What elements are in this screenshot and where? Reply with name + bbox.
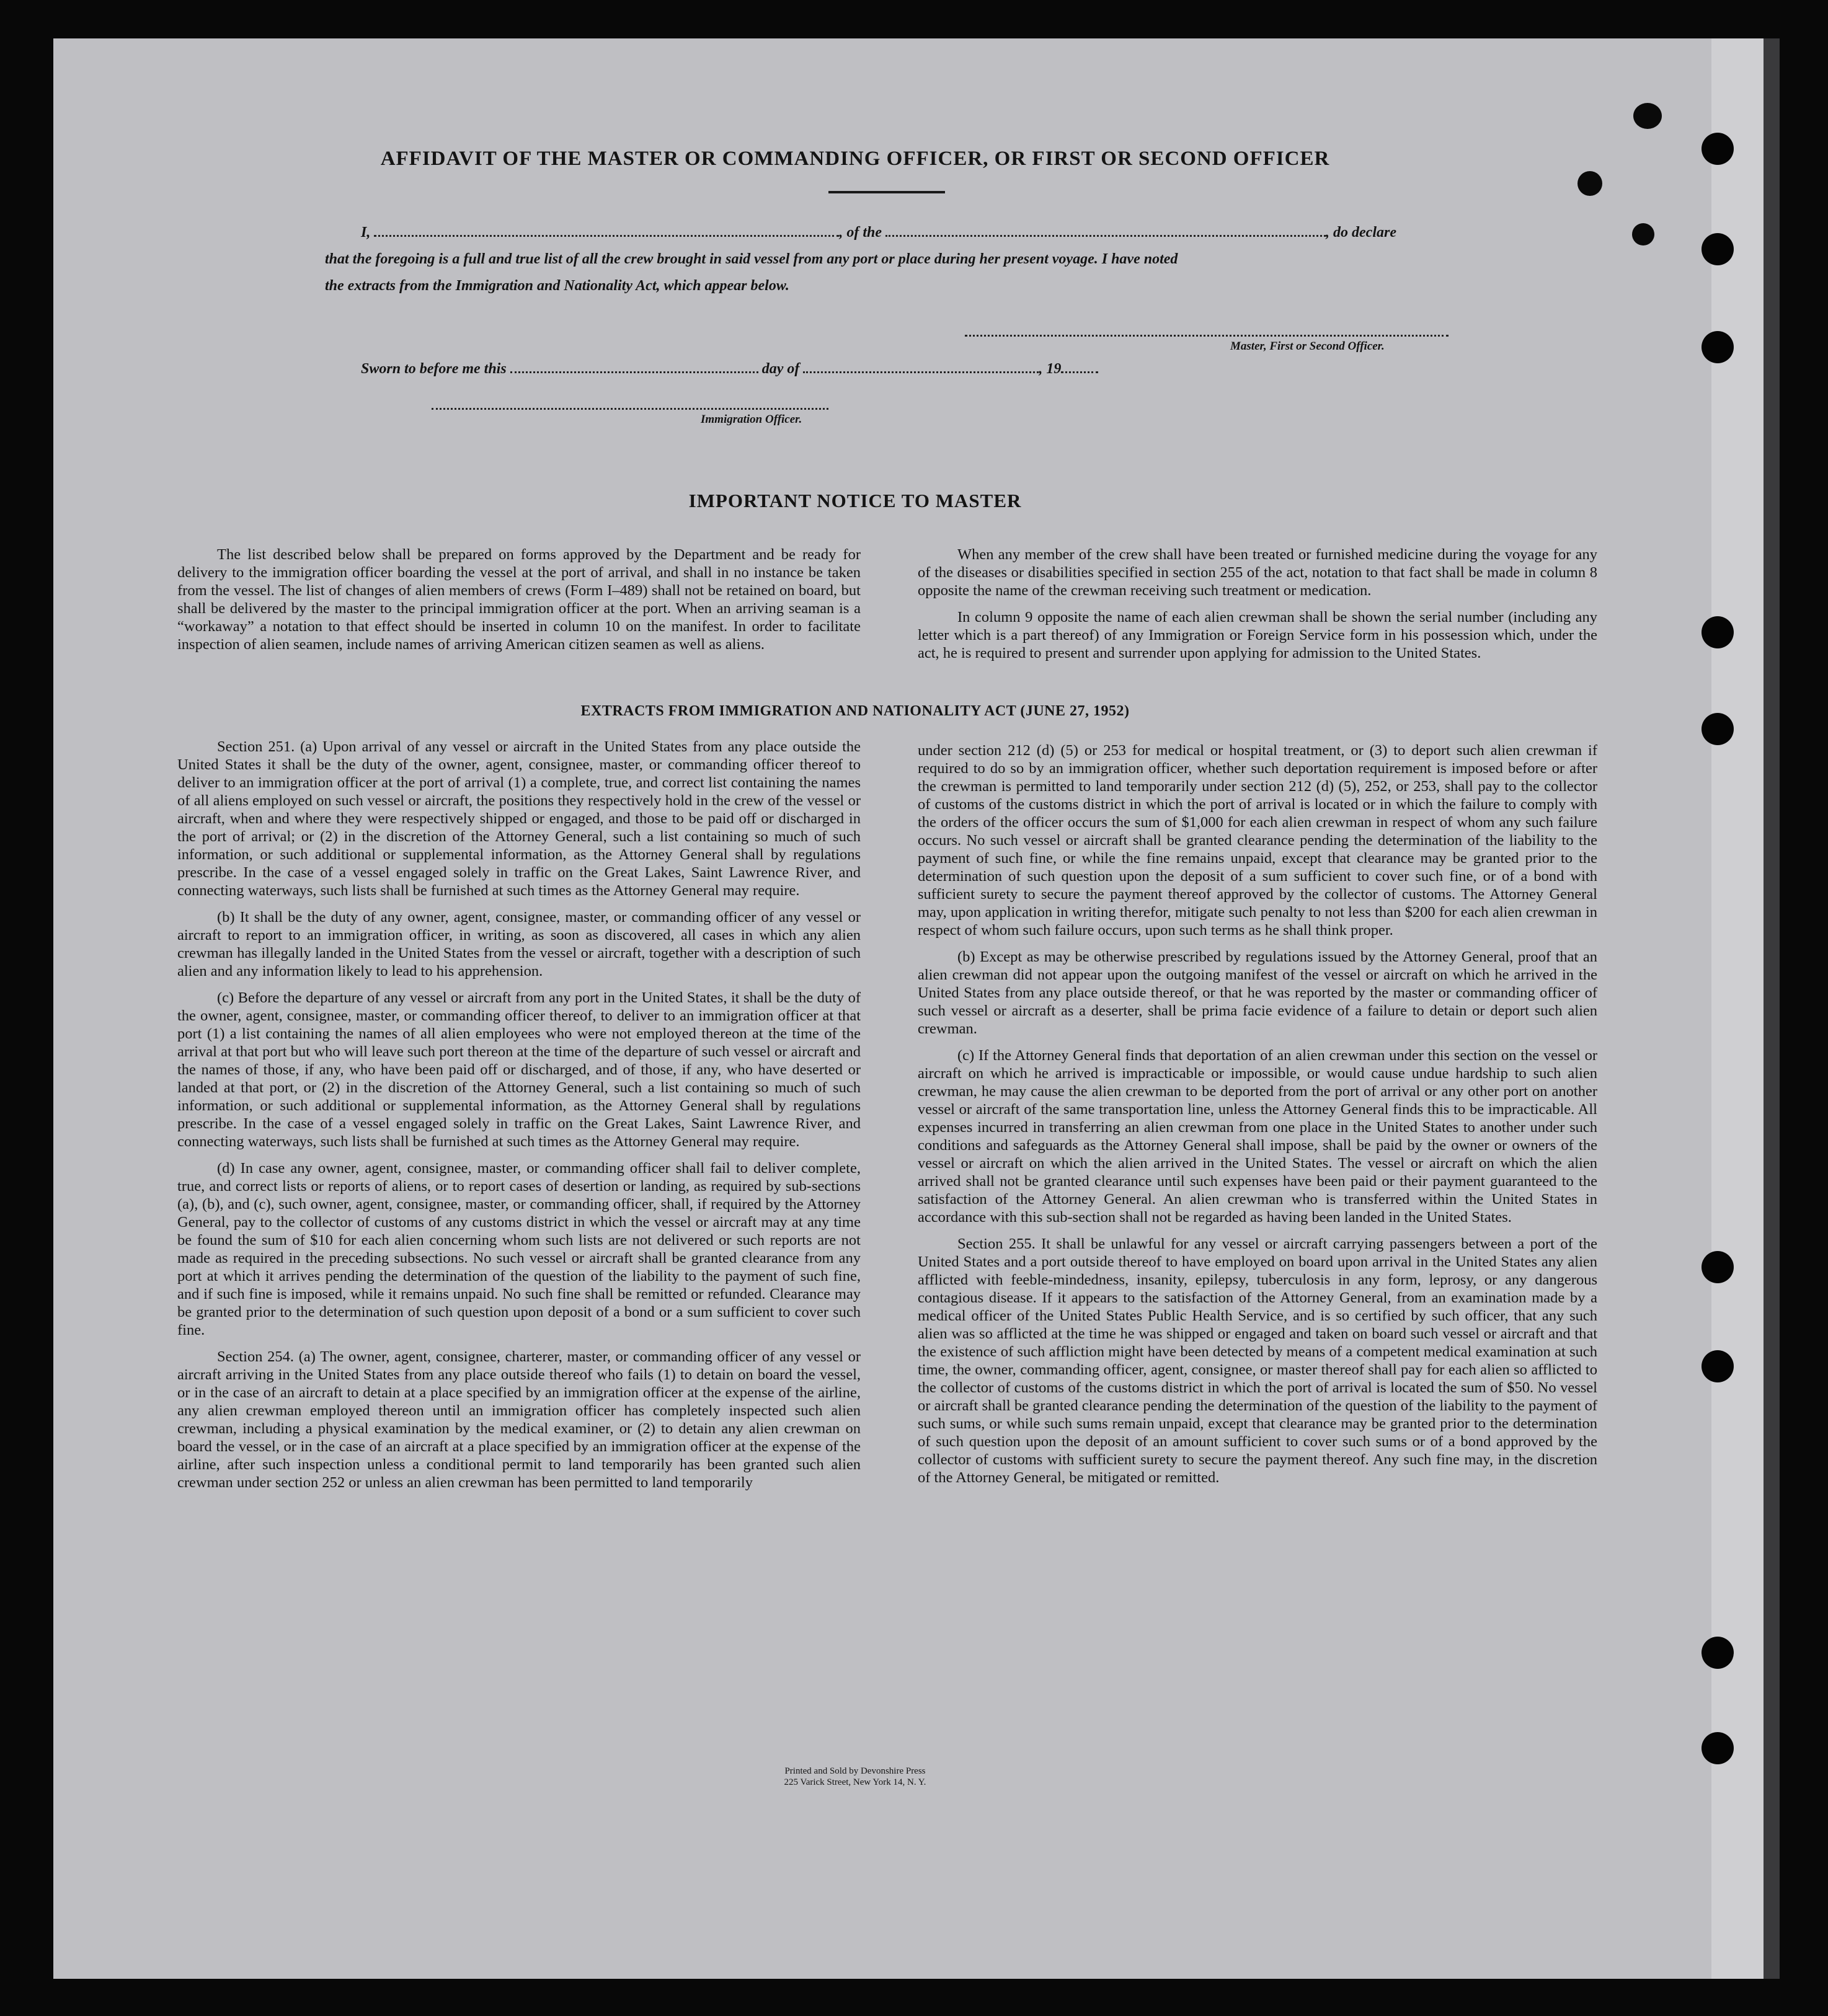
sworn-label: Sworn to before me this (361, 361, 507, 377)
binder-hole (1702, 1637, 1734, 1669)
sworn-row (361, 361, 1229, 378)
binder-hole (1702, 233, 1734, 265)
printer-imprint (0, 1766, 1710, 1788)
extract-paragraph: (b) It shall be the duty of any owner, agent, consignee, master, or commanding officer of any vessel or aircraft to report to an immigration officer, in writing, as soon as discovered, all cases in which any alien crewman has illegally landed in the United States from the vessel or aircraft, together with a description of such alien and any information likely to lead to his apprehension. (177, 909, 861, 979)
notice-right-paragraph: In column 9 opposite the name of each alien crewman shall be shown the serial number (including any letter which is a part thereof) of any Immigration or Foreign Service form in his possession which, under the act, he is required to present and surrender upon applying for admission to the United States. (918, 609, 1597, 661)
imprint-line-2: 225 Varick Street, New York 14, N. Y. (784, 1777, 926, 1787)
extract-paragraph: Section 254. (a) The owner, agent, consignee, charterer, master, or commanding officer of any vessel or aircraft arriving in the United States from any place outside thereof who fails (1) to detain on board the vessel, or in the case of an aircraft to detain at a place specified by an immigration officer at the expense of the airline, any alien crewman employed thereon until an immigration officer has completely inspected such alien crewman, including a physical examination by the medical examiner, or (2) to detain any alien crewman on board the vessel, or in the case of an aircraft at a place specified by an immigration officer at the expense of the airline, after such inspection unless a conditional permit to land temporarily has been granted such alien crewman under section 252 or unless an alien crewman has been permitted to land temporarily (177, 1348, 861, 1491)
officer-signature-line[interactable] (432, 408, 828, 410)
binder-hole (1702, 1732, 1734, 1764)
of-the-label: , of the (839, 224, 882, 241)
declaration-row (361, 224, 1452, 241)
binder-hole (1702, 616, 1734, 648)
extract-paragraph: (b) Except as may be otherwise prescribed by regulations issued by the Attorney General, proof that an alien crewman did not appear upon the outgoing manifest of the vessel or aircraft on which he arrived in the United States from any place outside thereof, or that he was reported by the master or commanding officer of such vessel or aircraft as a deserter, shall be prima facie evidence of a failure to detain or deport such alien crewman. (918, 948, 1597, 1037)
notice-right-column (918, 546, 1597, 671)
ink-blot (1633, 103, 1662, 129)
name-blank[interactable] (374, 225, 839, 237)
page-shadow (1711, 38, 1764, 1979)
extracts-right-column (918, 741, 1597, 1495)
officer-signature-label: Immigration Officer. (701, 413, 802, 426)
sworn-day-blank[interactable] (510, 361, 758, 373)
master-signature-line[interactable] (965, 335, 1449, 337)
binder-hole (1702, 331, 1734, 363)
affidavit-title: AFFIDAVIT OF THE MASTER OR COMMANDING OFFICER, OR FIRST OR SECOND OFFICER (380, 148, 1330, 170)
extract-paragraph: under section 212 (d) (5) or 253 for medical or hospital treatment, or (3) to deport such alien crewman if required to do so by an immigration officer, whether such deportation requirement is imposed before or after the crewman is permitted to land temporarily under section 212 (d) (5), 252, or 253, shall pay to the collector of customs of the customs district in which the port of arrival is located or in which the failure to comply with the orders of the officer occurs the sum of $1,000 for each alien crewman in respect of whom any such failure occurs. No such vessel or aircraft shall be granted clearance pending the determination of the liability to the payment of such fine, or while the fine remains unpaid, except that clearance may be granted prior to the determination of such question upon the deposit of a sum sufficient to cover such fine, or of a bond with sufficient surety to secure the payment thereof approved by the collector of customs. The Attorney General may, upon application in writing therefor, mitigate such penalty to not less than $200 for each alien crewman in respect of whom such failure occurs, upon such terms as he shall think proper. (918, 742, 1597, 939)
extracts-left-column (177, 738, 861, 1500)
extract-paragraph: (c) If the Attorney General finds that deportation of an alien crewman under this section on the vessel or aircraft on which he arrived is impracticable or impossible, or would cause undue hardship to such alien crewman, he may cause the alien crewman to be deported from the port of arrival or any other port on another vessel or aircraft of the same transportation line, unless the Attorney General finds this to be impracticable. All expenses incurred in transferring an alien crewman from one place in the United States to another under such conditions and safeguards as the Attorney General shall impose, shall be paid by the owner or owners of the vessel or aircraft on which the alien arrived in the United States. The vessel or aircraft on which the alien arrived shall not be granted clearance until such expenses have been paid or their payment guaranteed to the satisfaction of the Attorney General. An alien crewman who is transferred within the United States in accordance with this sub-section shall not be regarded as having been landed in the United States. (918, 1047, 1597, 1226)
declaration-line-1: that the foregoing is a full and true list of all the crew brought in said vessel from any port or place during her present voyage. I have noted (325, 251, 1178, 267)
extracts-title: EXTRACTS FROM IMMIGRATION AND NATIONALITY ACT (JUNE 27, 1952) (580, 703, 1130, 719)
notice-title: IMPORTANT NOTICE TO MASTER (688, 490, 1022, 511)
vessel-blank[interactable] (885, 225, 1326, 237)
declaration-line-2: the extracts from the Immigration and Nationality Act, which appear below. (325, 278, 789, 294)
master-signature-label: Master, First or Second Officer. (1230, 340, 1385, 353)
extract-paragraph: (d) In case any owner, agent, consignee, master, or commanding officer shall fail to deliver complete, true, and correct lists or reports of aliens, or to report cases of desertion or landing, as required by sub-sections (a), (b), and (c), such owner, agent, consignee, master, or commanding officer, shall, if required by the Attorney General, pay to the collector of customs of any customs district in which the vessel or aircraft may at any time be found the sum of $10 for each alien concerning whom such lists are not delivered or such reports are not made as required in the preceding subsections. No such vessel or aircraft shall be granted clearance from any port at which it arrives pending the determination of the question of the liability to the payment of such fine, and if such fine is imposed, while it remains unpaid. No such fine shall be remitted or refunded. Clearance may be granted prior to the determination of such question upon deposit of a bond or a sum sufficient to cover such fine. (177, 1160, 861, 1338)
notice-left-paragraph: The list described below shall be prepared on forms approved by the Department and be ready for delivery to the immigration officer boarding the vessel at the port of arrival, and shall in no instance be taken from the vessel. The list of changes of alien members of crews (Form I–489) shall not be retained on board, but shall be delivered by the master to the principal immigration officer at the port. When an arriving seaman is a “workaway” a notation to that effect should be inserted in column 10 on the manifest. In order to facilitate inspection of alien seamen, include names of arriving American citizen seamen as well as aliens. (177, 546, 861, 653)
imprint-line-1: Printed and Sold by Devonshire Press (784, 1766, 926, 1776)
notice-right-paragraph: When any member of the crew shall have been treated or furnished medicine during the voyage for any of the diseases or disabilities specified in section 255 of the act, notation to that fact shall be made in column 8 opposite the name of the crewman receiving such treatment or medication. (918, 546, 1597, 599)
year-label: , 19 (1039, 361, 1062, 377)
sworn-month-blank[interactable] (803, 361, 1039, 373)
extract-paragraph: Section 255. It shall be unlawful for any vessel or aircraft carrying passengers between a port of the United States and a port outside thereof to have employed on board upon arrival in the United States any alien afflicted with feeble-mindedness, insanity, epilepsy, tuberculosis in any form, leprosy, or any dangerous contagious disease. If it appears to the satisfaction of the Attorney General, from an examination made by a medical officer of the United States Public Health Service, and is so certified by such officer, that any such alien was so afflicted at the time he was shipped or engaged and taken on board such vessel or aircraft and that the existence of such affliction might have been detected by means of a competent medical examination at such time, the owner, commanding officer, agent, consignee, or master thereof shall pay for each alien so afflicted to the collector of customs of the customs district in which the port of arrival is located the sum of $50. No vessel or aircraft shall be granted clearance pending the determination of the question of the liability to the payment of such sums, or while such sums remain unpaid, except that clearance may be granted prior to the determination of such question upon the deposit of an amount sufficient to cover such sums or of a bond approved by the collector of customs with sufficient surety to secure the payment thereof. Any such fine may, in the discretion of the Attorney General, be mitigated or remitted. (918, 1236, 1597, 1486)
ink-blot (1632, 223, 1654, 245)
do-declare-label: , do declare (1326, 224, 1396, 241)
binder-hole (1702, 1251, 1734, 1283)
i-label: I, (361, 224, 371, 241)
title-underline (828, 191, 945, 193)
binder-hole (1702, 1350, 1734, 1382)
extract-paragraph: Section 251. (a) Upon arrival of any vessel or aircraft in the United States from any place outside the United States it shall be the duty of the owner, agent, consignee, master, or commanding officer thereof to deliver to an immigration officer at the port of arrival (1) a complete, true, and correct list containing the names of all aliens employed on such vessel or aircraft, the positions they respectively hold in the crew of the vessel or aircraft, when and where they were respectively shipped or engaged, and those to be paid off or discharged in the port of arrival; or (2) in the discretion of the Attorney General, such a list containing so much of such information, or such additional or supplemental information, as the Attorney General shall by regulations prescribe. In the case of a vessel engaged solely in traffic on the Great Lakes, Saint Lawrence River, and connecting waterways, such lists shall be furnished at such times as the Attorney General may require. (177, 738, 861, 899)
sworn-year-blank[interactable] (1061, 361, 1098, 373)
ink-blot (1577, 171, 1602, 196)
extract-paragraph: (c) Before the departure of any vessel or aircraft from any port in the United States, it shall be the duty of the owner, agent, consignee, master, or commanding officer thereof, to deliver to an immigration officer at that port (1) a list containing the names of all alien employees who were not employed thereon at the time of the arrival at that port but who will leave such port thereon at the time of the departure of such vessel or aircraft and the names of those, if any, who have been paid off or discharged, and of those, if any, who have deserted or landed at that port, or (2) in the discretion of the Attorney General, such a list containing so much of such information, or such additional or supplemental information, as the Attorney General shall by regulations prescribe. In the case of a vessel engaged solely in traffic on the Great Lakes, Saint Lawrence River, and connecting waterways, such lists shall be furnished at such times as the Attorney General may require. (177, 989, 861, 1150)
day-of-label: day of (761, 361, 800, 377)
page-edge (1764, 38, 1780, 1979)
notice-left-column (177, 546, 861, 662)
